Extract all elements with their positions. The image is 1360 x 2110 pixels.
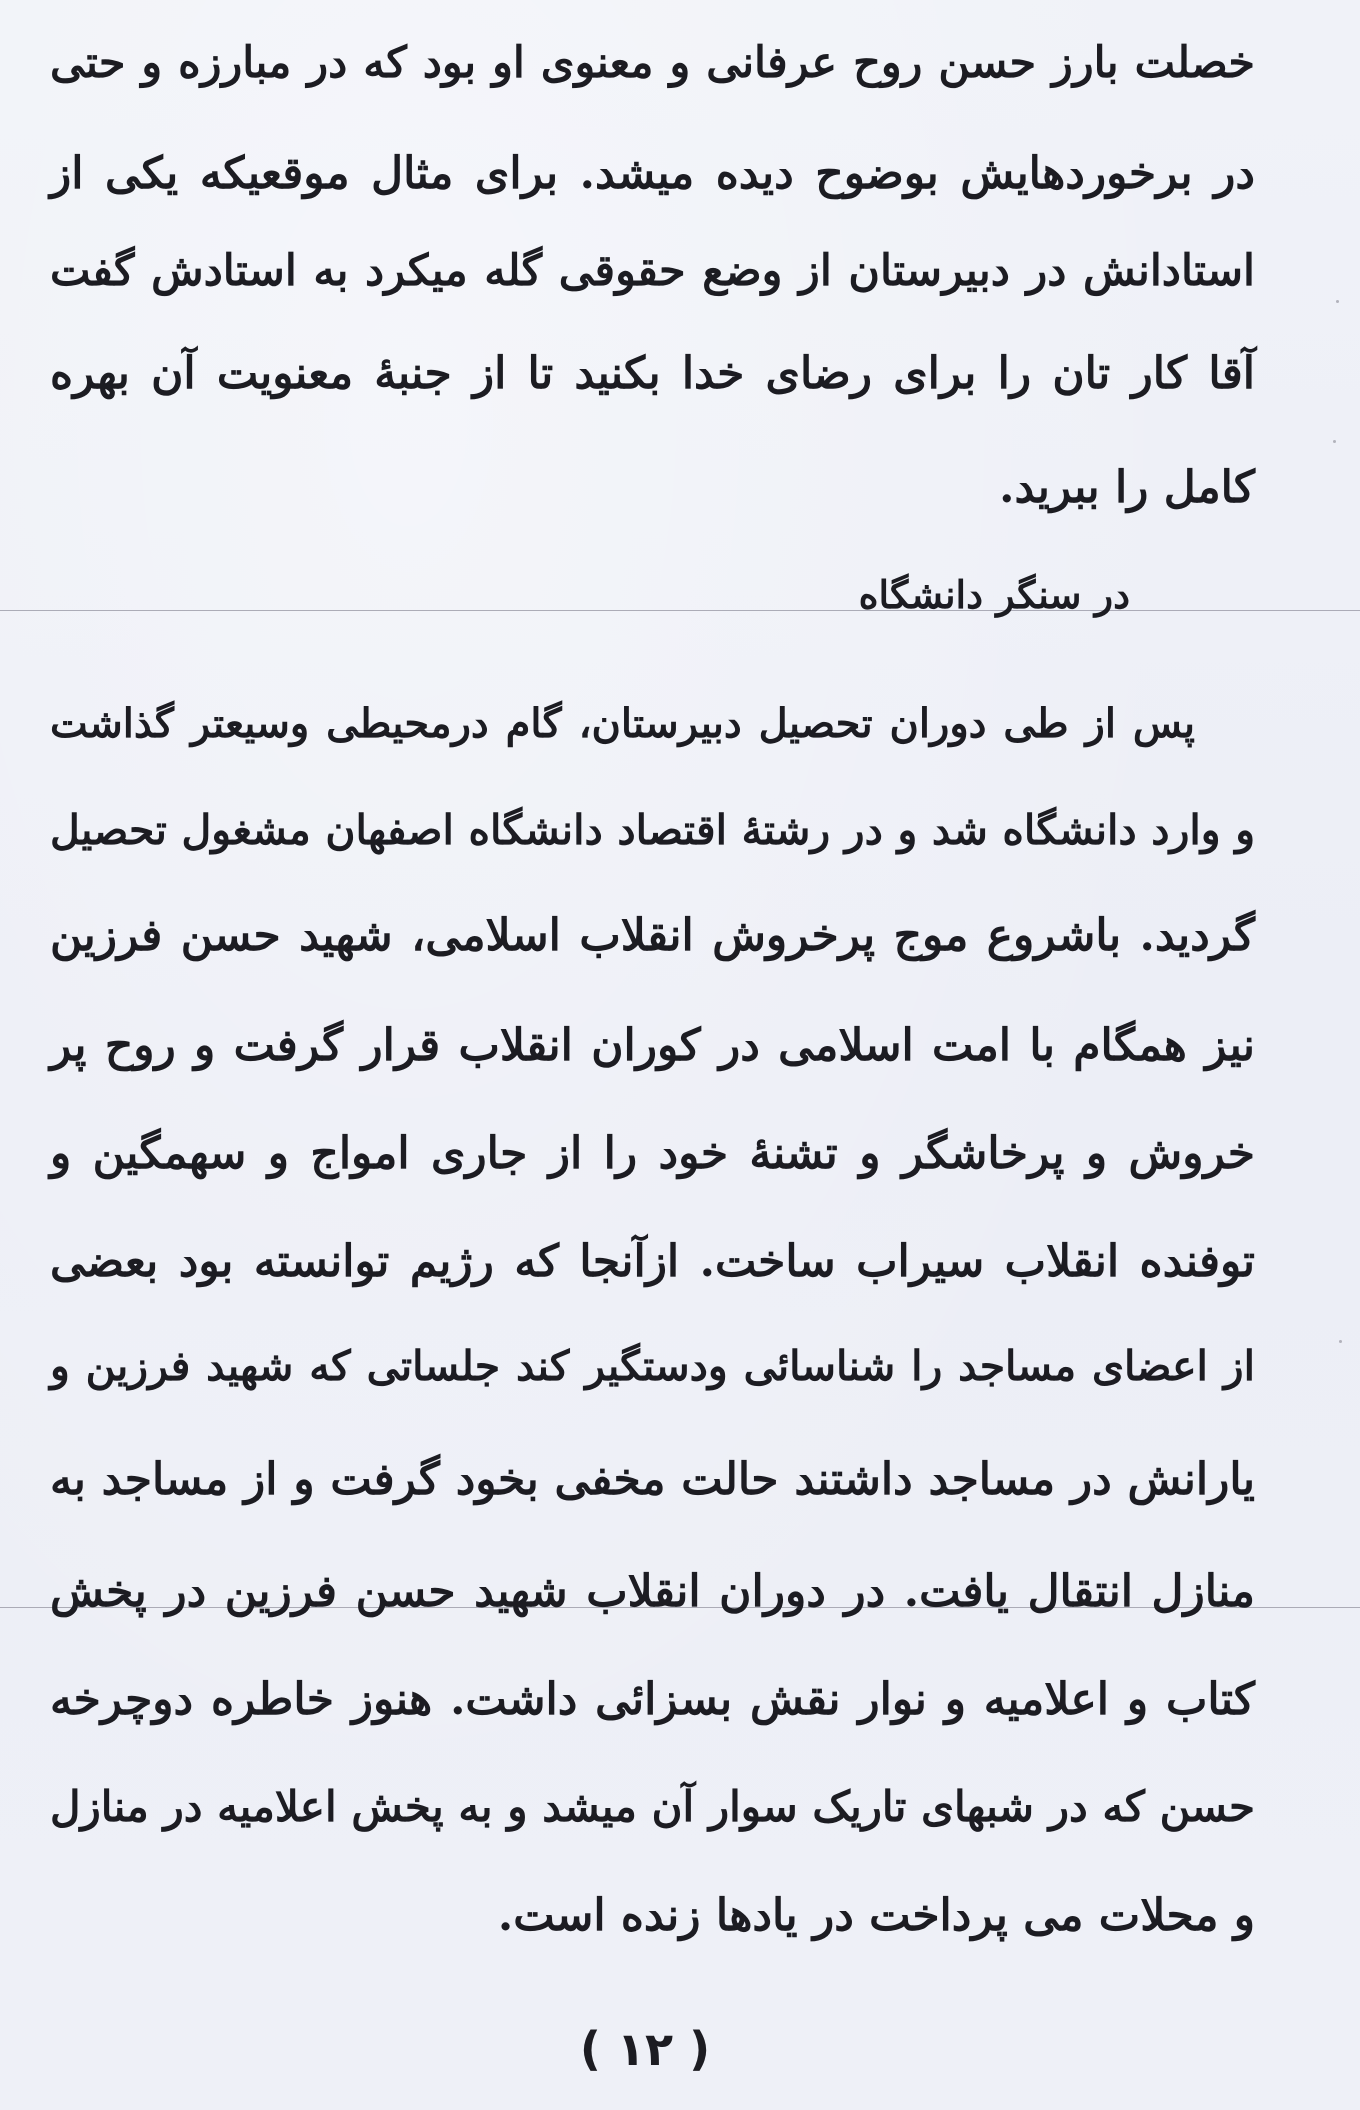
- text-line: از اعضای مساجد را شناسائی ودستگیر کند جلساتی که شهید فرزین و: [50, 1342, 1255, 1390]
- text-line: نیز همگام با امت اسلامی در کوران انقلاب قرار گرفت و روح پر: [50, 1020, 1255, 1071]
- text-line: خروش و پرخاشگر و تشنهٔ خود را از جاری امواج و سهمگین و: [50, 1128, 1255, 1179]
- section-heading: در سنگر دانشگاه: [858, 572, 1130, 617]
- text-line: کتاب و اعلامیه و نوار نقش بسزائی داشت. هنوز خاطره دوچرخه: [50, 1674, 1255, 1725]
- text-line: استادانش در دبیرستان از وضع حقوقی گله میکرد به استادش گفت: [50, 246, 1255, 296]
- text-line: منازل انتقال یافت. در دوران انقلاب شهید حسن فرزین در پخش: [50, 1566, 1255, 1617]
- text-line: حسن که در شبهای تاریک سوار آن میشد و به پخش اعلامیه در منازل: [50, 1782, 1255, 1831]
- text-line: گردید. باشروع موج پرخروش انقلاب اسلامی، شهید حسن فرزین: [50, 910, 1255, 961]
- text-line: کامل را ببرید.: [999, 462, 1255, 513]
- scan-fold-line-upper: [0, 610, 1360, 611]
- text-line: یارانش در مساجد داشتند حالت مخفی بخود گرفت و از مساجد به: [50, 1454, 1255, 1505]
- scan-speck: [1336, 300, 1339, 303]
- text-line: توفنده انقلاب سیراب ساخت. ازآنجا که رژیم توانسته بود بعضی: [50, 1236, 1255, 1287]
- text-line: در برخوردهایش بوضوح دیده میشد. برای مثال موقعیکه یکی از: [50, 148, 1255, 199]
- text-line: و محلات می پرداخت در یادها زنده است.: [497, 1890, 1255, 1941]
- text-line: و وارد دانشگاه شد و در رشتهٔ اقتصاد دانشگاه اصفهان مشغول تحصیل: [50, 806, 1255, 854]
- page-number: ( ۱۲ ): [579, 2022, 711, 2076]
- text-line: پس از طی دوران تحصیل دبیرستان، گام درمحیطی وسیعتر گذاشت: [50, 700, 1195, 747]
- text-line: آقا کار تان را برای رضای خدا بکنید تا از جنبهٔ معنویت آن بهره: [50, 348, 1255, 399]
- scan-speck: [1333, 440, 1336, 443]
- text-line: خصلت بارز حسن روح عرفانی و معنوی او بود که در مبارزه و حتی: [50, 38, 1255, 88]
- scan-speck: [1339, 1340, 1342, 1343]
